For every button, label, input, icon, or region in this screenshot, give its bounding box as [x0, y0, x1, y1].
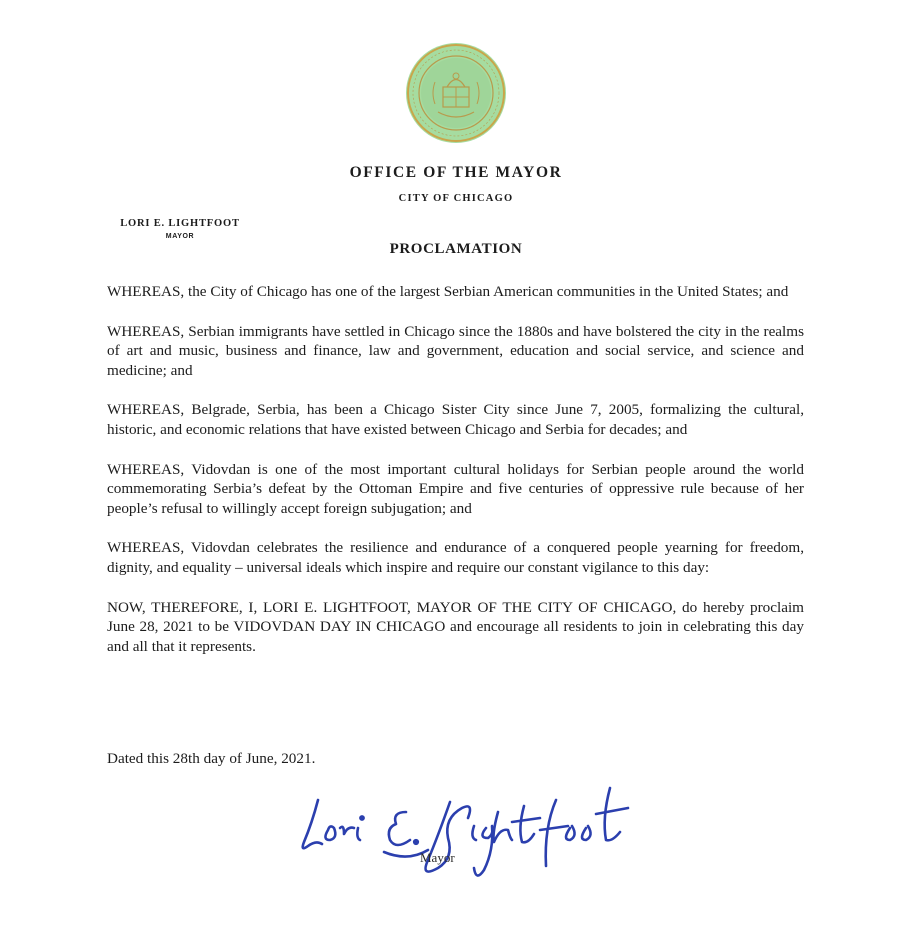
- mayor-title: MAYOR: [165, 233, 195, 240]
- whereas-paragraph-4: WHEREAS, Vidovdan is one of the most important cultural holidays for Serbian people around the world commemorating Serbia’s defeat by the Ottoman Empire and five centuries of oppressive rule because of her people’s refusal to willingly accept foreign subjugation; and: [107, 460, 804, 517]
- city-heading: CITY OF CHICAGO: [398, 193, 514, 204]
- whereas-paragraph-3: WHEREAS, Belgrade, Serbia, has been a Chicago Sister City since June 7, 2005, formalizing the cultural, historic, and economic relations that have existed between Chicago and Serbia for decades; and: [107, 401, 804, 438]
- proclamation-title: PROCLAMATION: [389, 241, 523, 257]
- proclamation-paragraph: NOW, THEREFORE, I, LORI E. LIGHTFOOT, MAYOR OF THE CITY OF CHICAGO, do hereby proclaim June 28, 2021 to be VIDOVDAN DAY IN CHICAGO and encourage all residents to join in celebrating this day and all that it represents.: [107, 598, 804, 655]
- proclamation-body: [107, 282, 804, 656]
- signature-title: Mayor: [420, 850, 455, 865]
- whereas-paragraph-5: WHEREAS, Vidovdan celebrates the resilience and endurance of a conquered people yearning for freedom, dignity, and equality – universal ideals which inspire and require our constant vigilance to this day:: [107, 539, 804, 576]
- whereas-paragraph-1: WHEREAS, the City of Chicago has one of the largest Serbian American communities in the United States; and: [107, 283, 789, 300]
- whereas-paragraph-2: WHEREAS, Serbian immigrants have settled in Chicago since the 1880s and have bolstered the city in the realms of art and music, business and finance, law and government, education and social service, and science and medicine; and: [107, 322, 804, 379]
- office-heading: OFFICE OF THE MAYOR: [349, 164, 563, 181]
- city-seal-icon: [405, 42, 507, 144]
- mayor-name: LORI E. LIGHTFOOT: [120, 218, 240, 229]
- mayor-signature: [288, 778, 638, 888]
- dated-line: Dated this 28th day of June, 2021.: [107, 750, 316, 767]
